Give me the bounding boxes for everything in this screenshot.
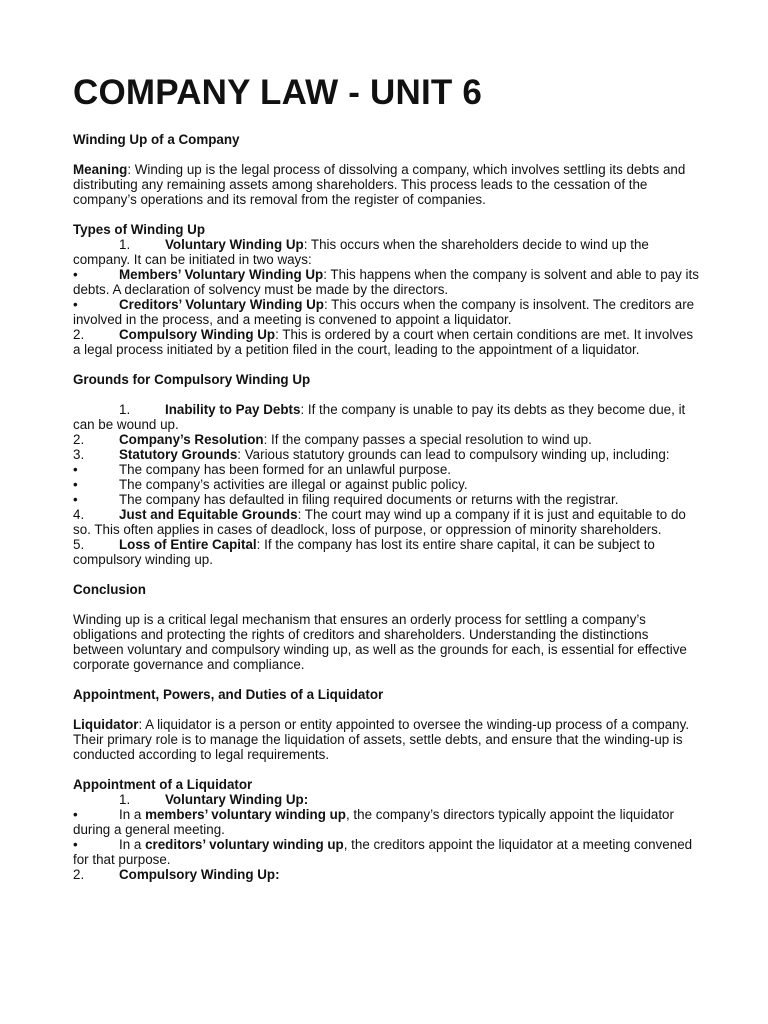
list-item: • Members’ Voluntary Winding Up: This happens when the company is solvent and able to pay its debts. A declaration of solvency must be made by the directors. (73, 267, 699, 297)
meaning-label: Meaning (73, 162, 128, 177)
section-heading-winding-up: Winding Up of a Company (73, 132, 240, 147)
list-item: • The company’s activities are illegal or against public policy. (73, 477, 468, 492)
list-item: 2. Compulsory Winding Up: This is ordered by a court when certain conditions are met. It involves a legal process initiated by a petition filed in the court, leading to the appointment of a liquidator. (73, 327, 694, 357)
meaning-paragraph (73, 162, 700, 207)
list-item: • In a members’ voluntary winding up, the company’s directors typically appoint the liquidator during a general meeting. (73, 807, 674, 837)
list-item: • The company has defaulted in filing required documents or returns with the registrar. (73, 492, 619, 507)
liquidator-paragraph: Liquidator: A liquidator is a person or entity appointed to oversee the winding-up process of a company. Their primary role is to manage the liquidation of assets, settle debts, and ensure that the winding-up is conducted according to legal requirements. (73, 717, 690, 762)
list-item: 1. Inability to Pay Debts: If the company is unable to pay its debts as they become due, it can be wound up. (73, 402, 686, 432)
list-item: 1. Voluntary Winding Up: (119, 792, 309, 807)
list-item: • Creditors’ Voluntary Winding Up: This occurs when the company is insolvent. The creditors are involved in the process, and a meeting is convened to appoint a liquidator. (73, 297, 695, 327)
list-item: 4. Just and Equitable Grounds: The court may wind up a company if it is just and equitable to do so. This often applies in cases of deadlock, loss of purpose, or oppression of minority shareholders. (73, 507, 686, 537)
document-body (73, 132, 700, 882)
section-heading-conclusion: Conclusion (73, 582, 146, 597)
conclusion-paragraph: Winding up is a critical legal mechanism that ensures an orderly process for settling a company’s obligations and protecting the rights of creditors and shareholders. Understanding the distinctions between voluntary and compulsory winding up, as well as the grounds for each, is essential for effective corporate governance and compliance. (73, 612, 687, 672)
section-heading-appointment: Appointment of a Liquidator (73, 777, 253, 792)
meaning-text: : Winding up is the legal process of dissolving a company, which involves settling its debts and distributing any remaining assets among shareholders. This process leads to the cessation of the company’s operations and its removal from the register of companies. (73, 162, 686, 207)
list-item: 3. Statutory Grounds: Various statutory grounds can lead to compulsory winding up, including: (73, 447, 670, 462)
list-item: 2. Company’s Resolution: If the company passes a special resolution to wind up. (73, 432, 592, 447)
section-heading-grounds: Grounds for Compulsory Winding Up (73, 372, 311, 387)
section-heading-types: Types of Winding Up (73, 222, 206, 237)
list-item: 1. Voluntary Winding Up: This occurs when the shareholders decide to wind up the company. It can be initiated in two ways: (73, 237, 649, 267)
section-heading-liquidator: Appointment, Powers, and Duties of a Liquidator (73, 687, 384, 702)
list-item: • In a creditors’ voluntary winding up, the creditors appoint the liquidator at a meeting convened for that purpose. (73, 837, 693, 867)
list-item: • The company has been formed for an unlawful purpose. (73, 462, 451, 477)
list-item: 5. Loss of Entire Capital: If the company has lost its entire share capital, it can be subject to compulsory winding up. (73, 537, 655, 567)
page-title: COMPANY LAW - UNIT 6 (73, 73, 483, 112)
list-item: 2. Compulsory Winding Up: (73, 867, 280, 882)
